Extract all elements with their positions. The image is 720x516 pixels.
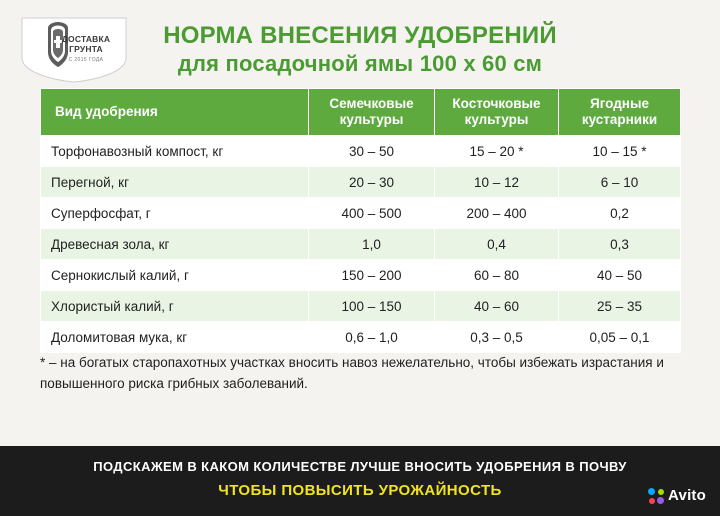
table-row (41, 167, 681, 198)
page-title (150, 22, 570, 77)
cell-stone: 200 – 400 (435, 198, 559, 229)
banner-line-1: ПОДСКАЖЕМ В КАКОМ КОЛИЧЕСТВЕ ЛУЧШЕ ВНОСИТЬ УДОБРЕНИЯ В ПОЧВУ (93, 459, 627, 474)
column-header-type-l1: Вид удобрения (55, 104, 158, 119)
cell-stone: 60 – 80 (435, 260, 559, 291)
column-header-berry-l2: кустарники (581, 112, 658, 127)
cell-berry: 0,05 – 0,1 (559, 322, 681, 353)
cell-name: Хлористый калий, г (41, 291, 309, 322)
cell-berry: 0,2 (559, 198, 681, 229)
cell-stone: 0,4 (435, 229, 559, 260)
cell-berry: 40 – 50 (559, 260, 681, 291)
logo-line-1: ДОСТАВКА (61, 33, 111, 44)
table-row (41, 260, 681, 291)
cell-name: Перегной, кг (41, 167, 309, 198)
avito-dots-icon (648, 488, 664, 504)
cell-name: Суперфосфат, г (41, 198, 309, 229)
cell-pome: 400 – 500 (309, 198, 435, 229)
cell-stone: 40 – 60 (435, 291, 559, 322)
column-header-pome-l2: культуры (339, 112, 404, 127)
avito-logo (648, 487, 706, 504)
column-header-stone-l2: культуры (464, 112, 529, 127)
column-header-stone-l1: Косточковые (452, 96, 541, 111)
column-header-pome-l1: Семечковые (329, 96, 414, 111)
column-header-pome (309, 89, 435, 136)
cell-name: Торфонавозный компост, кг (41, 136, 309, 167)
table-header (41, 89, 681, 136)
cell-stone: 10 – 12 (435, 167, 559, 198)
cell-pome: 0,6 – 1,0 (309, 322, 435, 353)
cell-stone: 15 – 20 * (435, 136, 559, 167)
fertilizer-table (40, 88, 681, 353)
column-header-type (41, 89, 309, 136)
column-header-berry-l1: Ягодные (590, 96, 649, 111)
cell-pome: 1,0 (309, 229, 435, 260)
cell-name: Доломитовая мука, кг (41, 322, 309, 353)
logo-line-2: ГРУНТА (69, 43, 103, 54)
cell-name: Древесная зола, кг (41, 229, 309, 260)
footnote-text: * – на богатых старопахотных участках вносить навоз нежелательно, чтобы избежать израстания и повышенного риска грибных заболеваний. (40, 355, 664, 391)
logo-line-3: С 2015 ГОДА (68, 56, 104, 63)
title-line-2: для посадочной ямы 100 x 60 см (177, 51, 543, 76)
fertilizer-table-wrapper (40, 88, 680, 353)
table-row (41, 291, 681, 322)
cell-pome: 20 – 30 (309, 167, 435, 198)
cell-pome: 150 – 200 (309, 260, 435, 291)
cell-berry: 0,3 (559, 229, 681, 260)
top-strip (0, 0, 720, 6)
banner-line-2: ЧТОБЫ ПОВЫСИТЬ УРОЖАЙНОСТЬ (218, 482, 502, 499)
column-header-stone (435, 89, 559, 136)
cell-berry: 25 – 35 (559, 291, 681, 322)
table-header-row (41, 89, 681, 136)
cell-stone: 0,3 – 0,5 (435, 322, 559, 353)
cell-berry: 6 – 10 (559, 167, 681, 198)
cell-name: Сернокислый калий, г (41, 260, 309, 291)
column-header-berry (559, 89, 681, 136)
shield-badge-icon (18, 12, 130, 84)
company-logo (14, 10, 134, 86)
bottom-banner (0, 446, 720, 516)
table-row (41, 136, 681, 167)
table-row (41, 229, 681, 260)
cell-pome: 100 – 150 (309, 291, 435, 322)
table-row (41, 198, 681, 229)
cell-pome: 30 – 50 (309, 136, 435, 167)
table-body (41, 136, 681, 353)
title-line-1: НОРМА ВНЕСЕНИЯ УДОБРЕНИЙ (163, 22, 557, 49)
table-row (41, 322, 681, 353)
avito-wordmark: Avito (668, 487, 706, 504)
cell-berry: 10 – 15 * (559, 136, 681, 167)
